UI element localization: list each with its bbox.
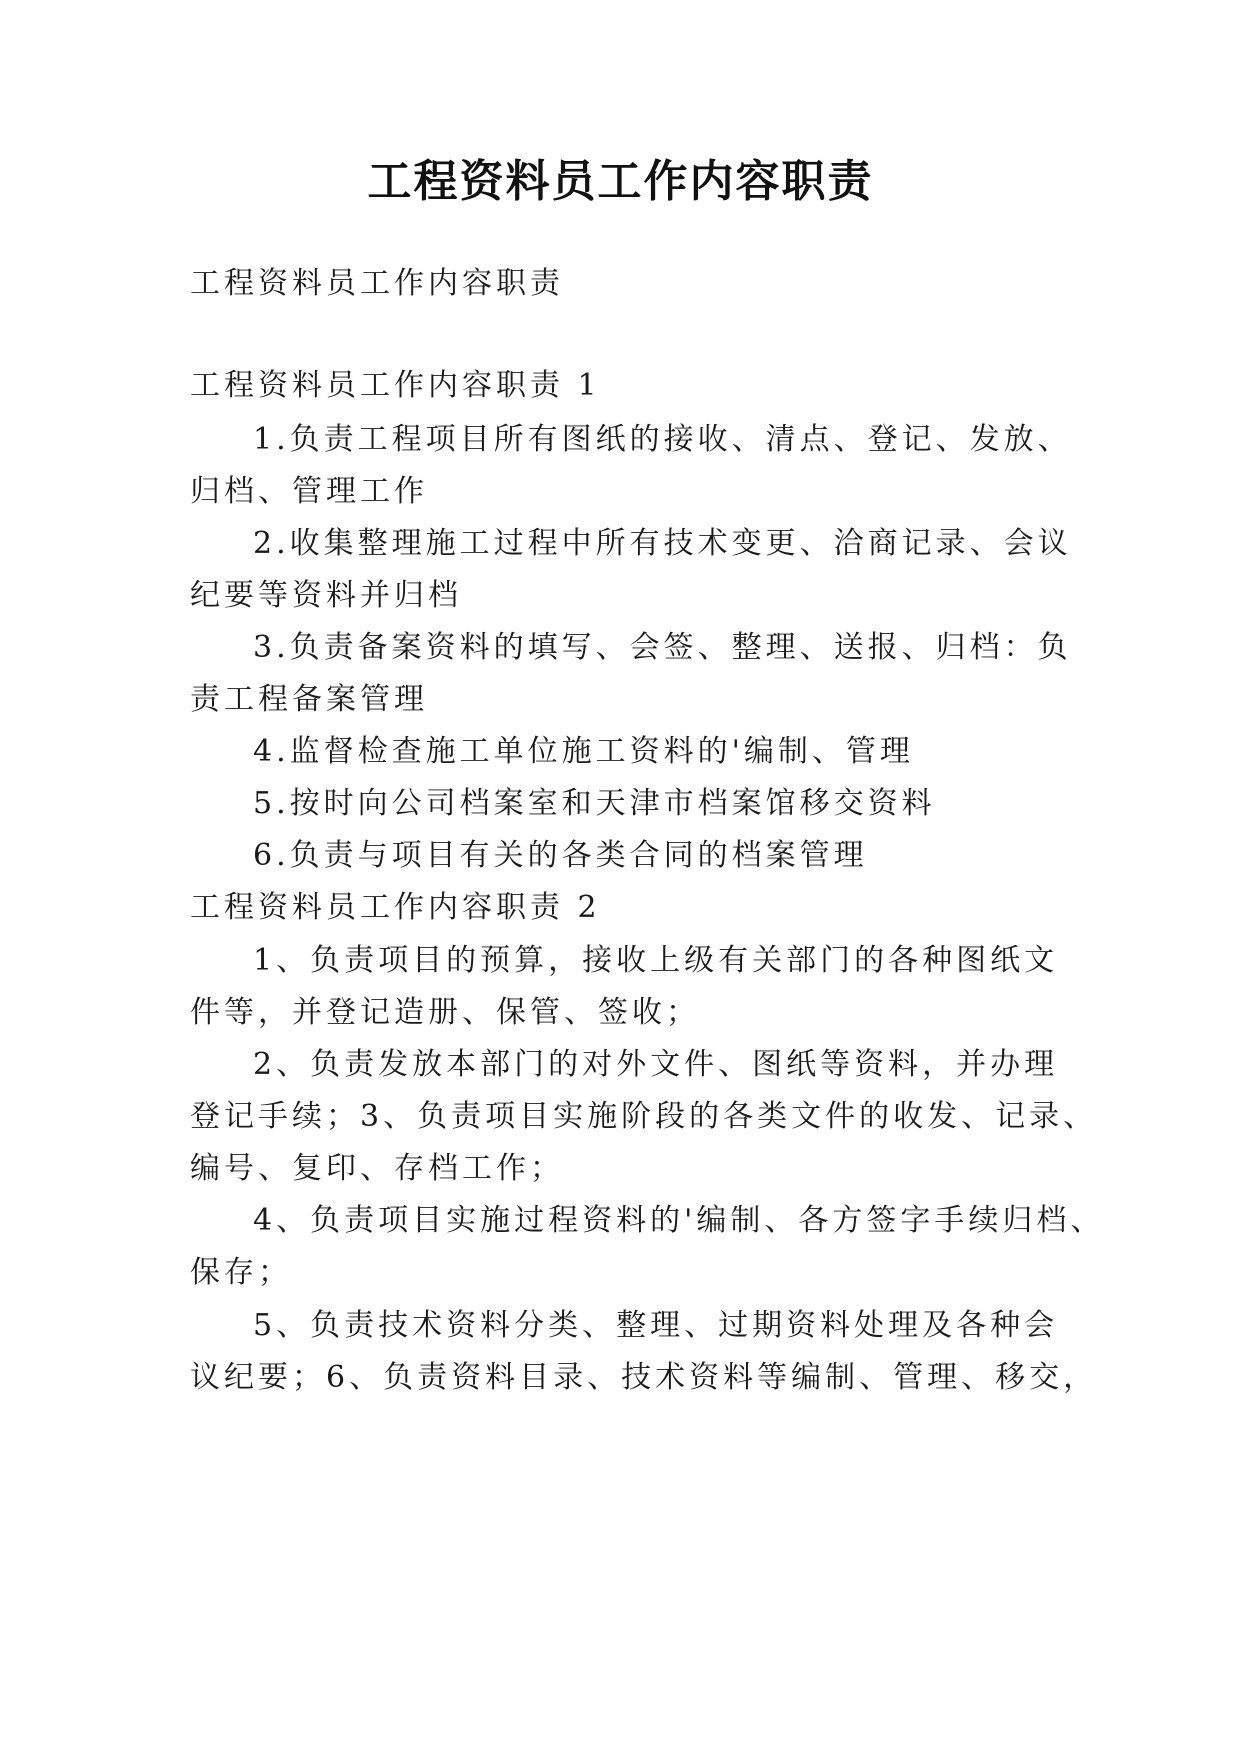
paragraph-line: 5、负责技术资料分类、整理、过期资料处理及各种会 (253, 1308, 1059, 1343)
paragraph-line: 编号、复印、存档工作； (190, 1151, 564, 1186)
paragraph-line: 1.负责工程项目所有图纸的接收、清点、登记、发放、 (253, 422, 1072, 457)
section-heading-2: 工程资料员工作内容职责 2 (190, 890, 601, 925)
paragraph-line: 登记手续；3、负责项目实施阶段的各类文件的收发、记录、 (190, 1099, 1098, 1134)
document-subtitle: 工程资料员工作内容职责 (190, 266, 564, 301)
paragraph-line: 纪要等资料并归档 (190, 578, 462, 613)
paragraph-line: 1、负责项目的预算，接收上级有关部门的各种图纸文 (253, 943, 1059, 978)
paragraph-line: 2.收集整理施工过程中所有技术变更、洽商记录、会议 (253, 526, 1072, 561)
paragraph-line: 归档、管理工作 (190, 474, 428, 509)
paragraph-line: 6.负责与项目有关的各类合同的档案管理 (253, 838, 868, 873)
paragraph-line: 4、负责项目实施过程资料的'编制、各方签字手续归档、 (253, 1203, 1105, 1238)
page-title: 工程资料员工作内容职责 (367, 156, 874, 207)
paragraph-line: 2、负责发放本部门的对外文件、图纸等资料，并办理 (253, 1047, 1059, 1082)
paragraph-line: 4.监督检查施工单位施工资料的'编制、管理 (253, 734, 914, 769)
paragraph-line: 件等，并登记造册、保管、签收； (190, 995, 700, 1030)
paragraph-line: 议纪要；6、负责资料目录、技术资料等编制、管理、移交， (190, 1360, 1098, 1395)
paragraph-line: 3.负责备案资料的填写、会签、整理、送报、归档：负 (253, 630, 1072, 665)
paragraph-line: 5.按时向公司档案室和天津市档案馆移交资料 (253, 786, 936, 821)
section-heading-1: 工程资料员工作内容职责 1 (190, 368, 601, 403)
paragraph-line: 保存； (190, 1255, 292, 1290)
paragraph-line: 责工程备案管理 (190, 682, 428, 717)
